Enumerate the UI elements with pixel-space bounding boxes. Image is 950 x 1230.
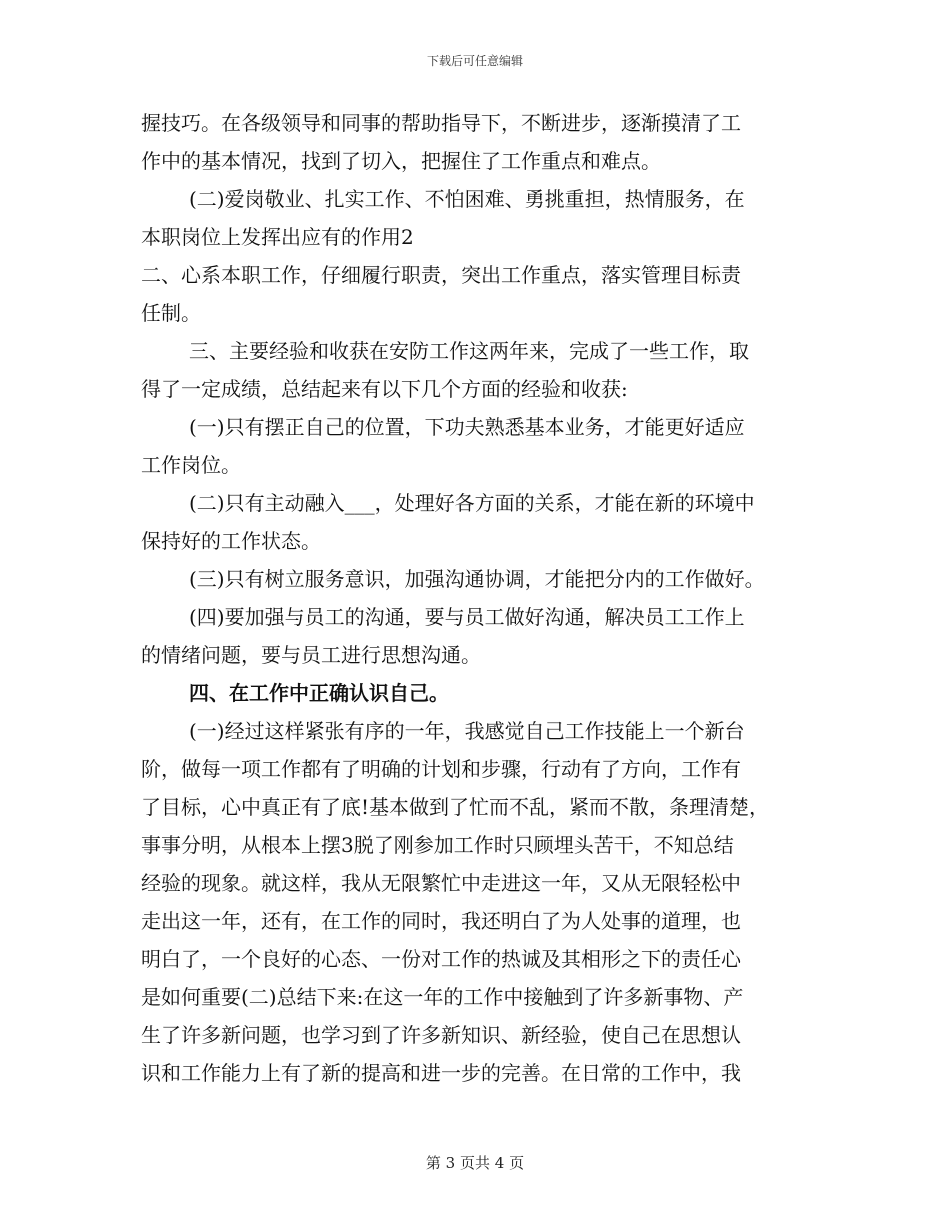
paragraph-line: 得了一定成绩，总结起来有以下几个方面的经验和收获: — [141, 377, 628, 401]
paragraph-line: (一)只有摆正自己的位置，下功夫熟悉基本业务，才能更好适应 — [189, 415, 745, 439]
document-body — [141, 104, 821, 1092]
paragraph-line: 识和工作能力上有了新的提高和进一步的完善。在日常的工作中，我 — [141, 1061, 741, 1085]
paragraph-line: (二)爱岗敬业、扎实工作、不怕困难、勇挑重担，热情服务，在 — [189, 187, 745, 211]
paragraph-line: 本职岗位上发挥出应有的作用2 — [141, 225, 414, 249]
paragraph-line: 明白了，一个良好的心态、一份对工作的热诚及其相形之下的责任心 — [141, 947, 741, 971]
paragraph-line: 事事分明，从根本上摆3脱了刚参加工作时只顾埋头苦干，不知总结 — [141, 833, 734, 857]
paragraph-line: 走出这一年，还有，在工作的同时，我还明白了为人处事的道理，也 — [141, 909, 741, 933]
page-number-footer: 第 3 页共 4 页 — [425, 1154, 525, 1172]
paragraph-line: 阶，做每一项工作都有了明确的计划和步骤，行动有了方向，工作有 — [141, 757, 741, 781]
paragraph-line: 二、心系本职工作，仔细履行职责，突出工作重点，落实管理目标责 — [141, 263, 741, 287]
paragraph-line: (一)经过这样紧张有序的一年，我感觉自己工作技能上一个新台 — [189, 719, 745, 743]
paragraph-line: 作中的基本情况，找到了切入，把握住了工作重点和难点。 — [141, 149, 661, 173]
section-heading: 四、在工作中正确认识自己。 — [189, 681, 449, 705]
paragraph-line: 保持好的工作状态。 — [141, 529, 321, 553]
page-header: 下载后可任意编辑 — [426, 54, 523, 68]
paragraph-line: 了目标，心中真正有了底!基本做到了忙而不乱，紧而不散，条理清楚， — [141, 795, 770, 819]
paragraph-line: (三)只有树立服务意识，加强沟通协调，才能把分内的工作做好。 — [189, 567, 765, 591]
paragraph-line: 工作岗位。 — [141, 453, 241, 477]
paragraph-line: 生了许多新问题，也学习到了许多新知识、新经验，使自己在思想认 — [141, 1023, 741, 1047]
paragraph-line: 的情绪问题，要与员工进行思想沟通。 — [141, 643, 481, 667]
paragraph-line: 握技巧。在各级领导和同事的帮助指导下，不断进步，逐渐摸清了工 — [141, 111, 741, 135]
paragraph-line: 经验的现象。就这样，我从无限繁忙中走进这一年，又从无限轻松中 — [141, 871, 741, 895]
paragraph-line: 任制。 — [141, 301, 201, 325]
paragraph-line: (二)只有主动融入___，处理好各方面的关系，才能在新的环境中 — [189, 491, 755, 515]
paragraph-line: (四)要加强与员工的沟通，要与员工做好沟通，解决员工工作上 — [189, 605, 745, 629]
paragraph-line: 三、主要经验和收获在安防工作这两年来，完成了一些工作，取 — [189, 339, 749, 363]
paragraph-line: 是如何重要(二)总结下来:在这一年的工作中接触到了许多新事物、产 — [141, 985, 744, 1009]
